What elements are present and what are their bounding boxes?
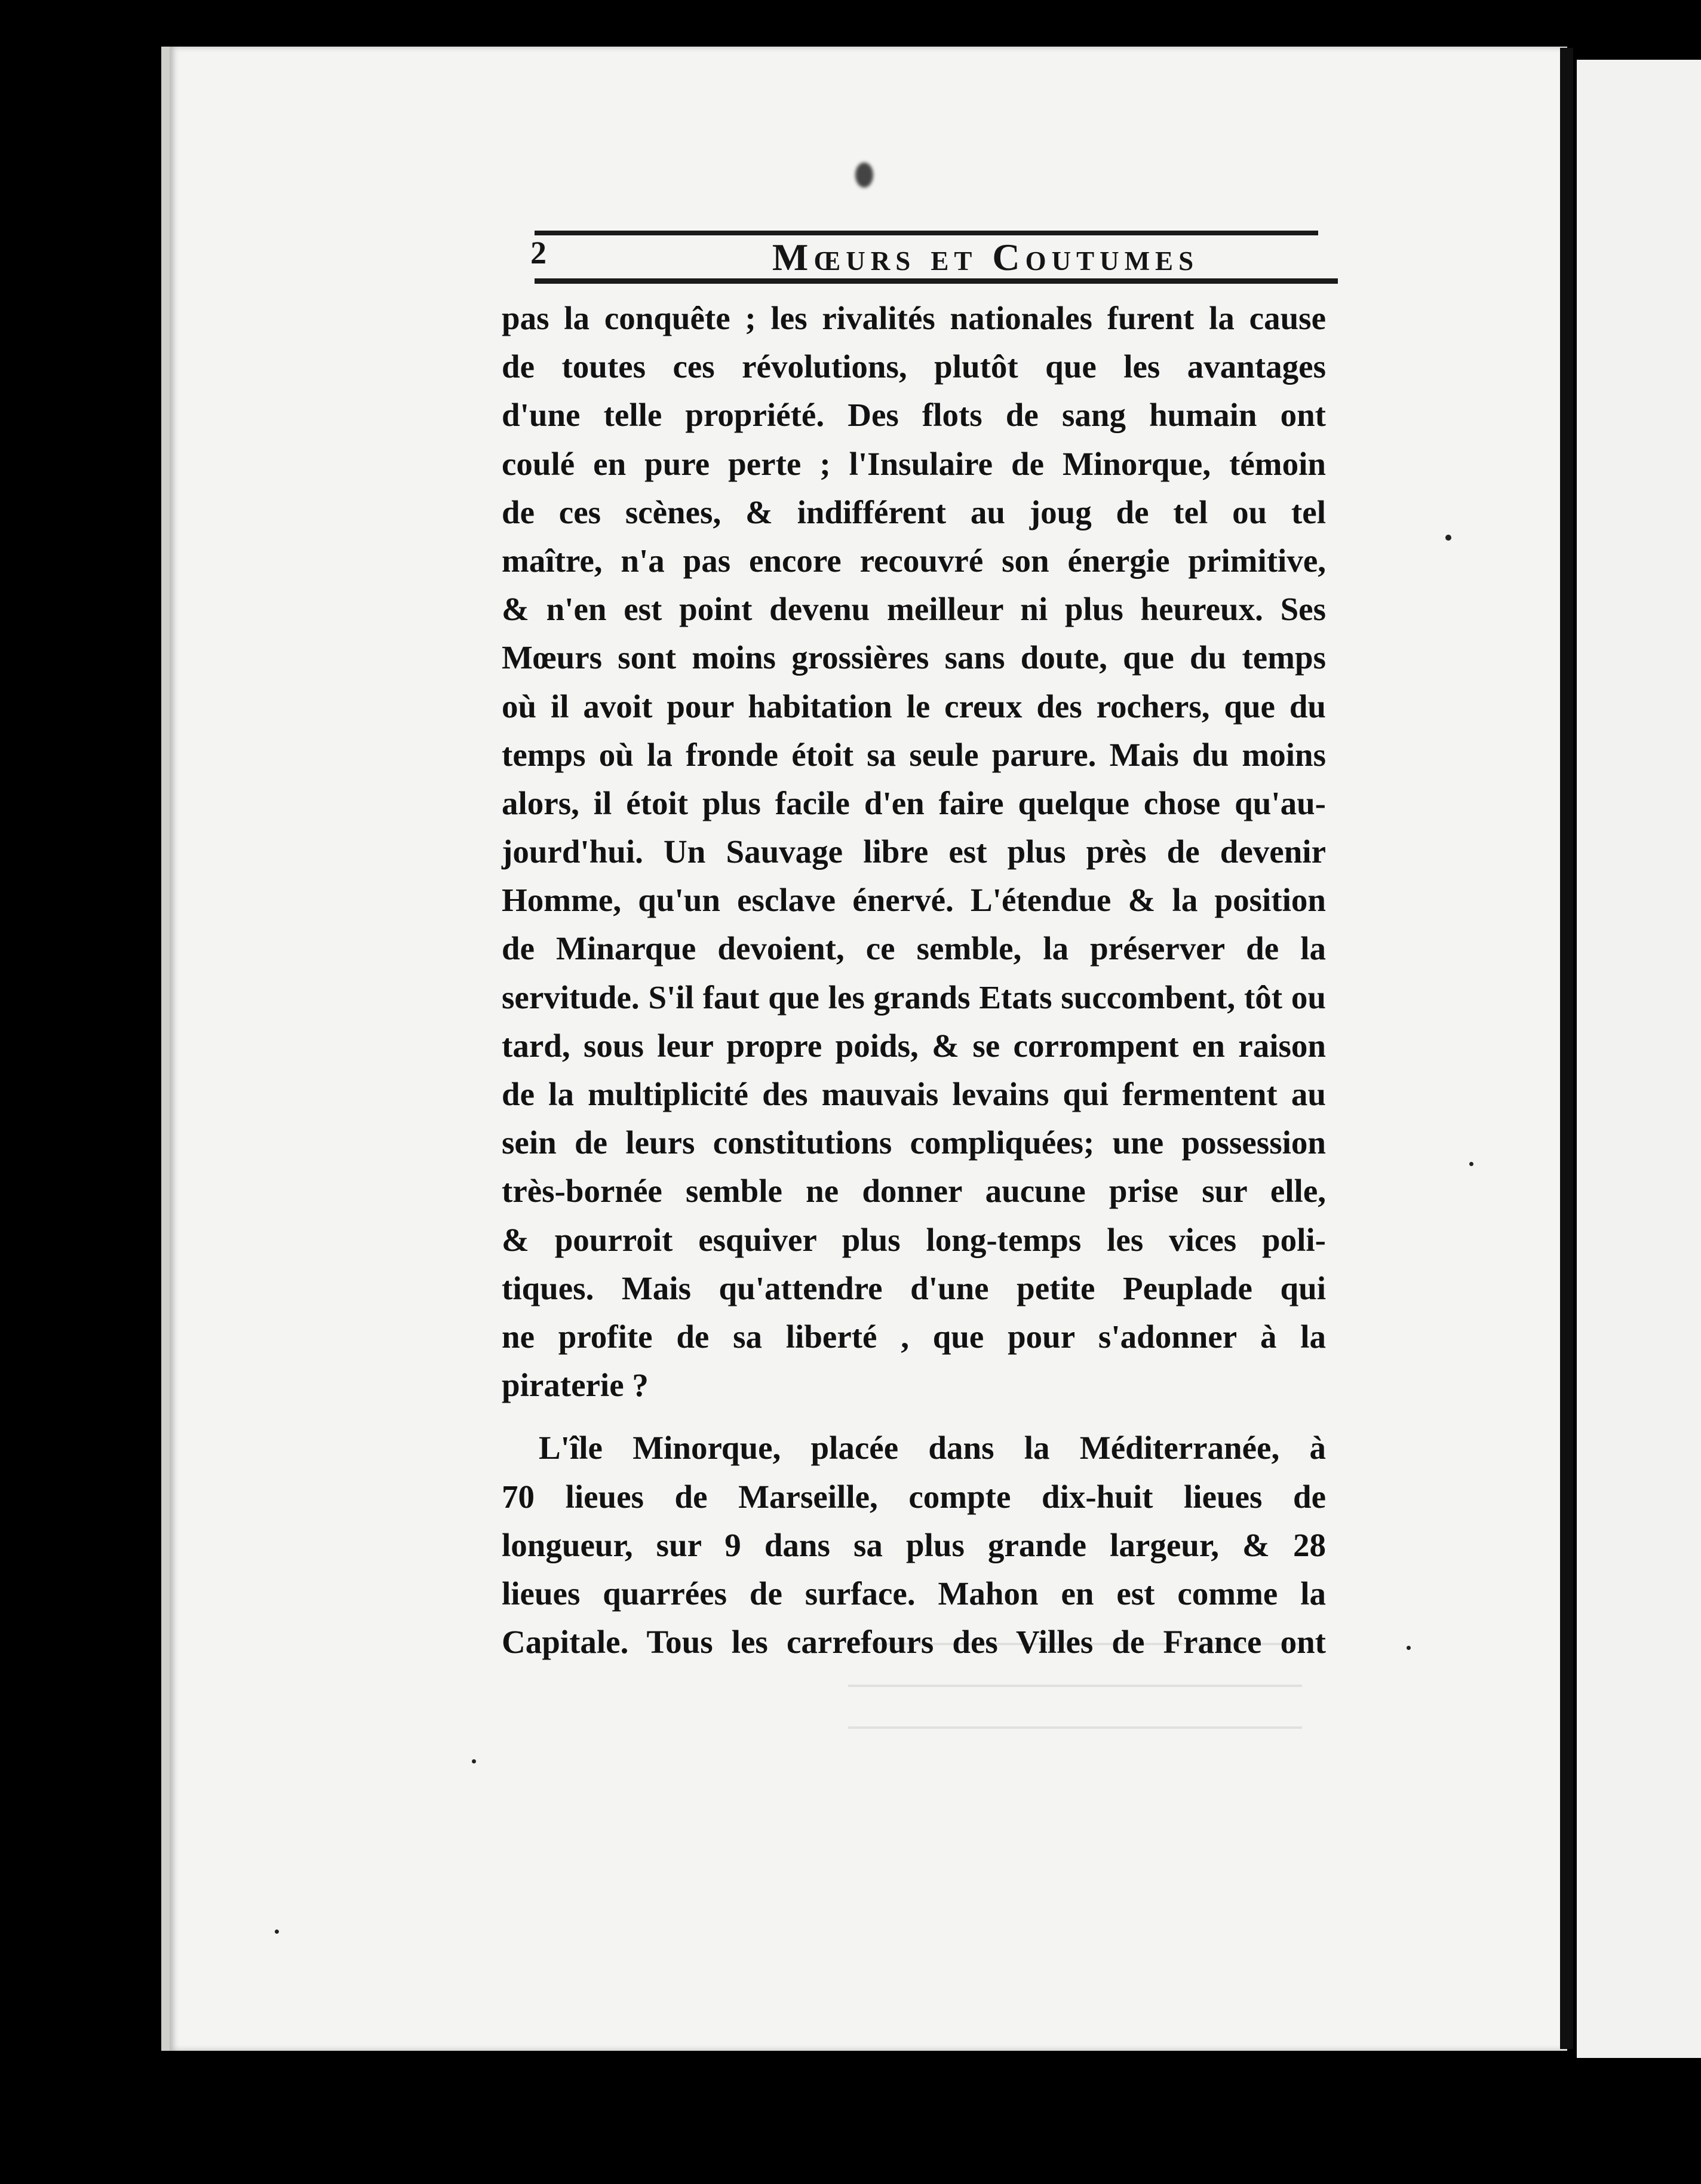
body-text — [502, 294, 1326, 1666]
text-line: alors, il étoit plus facile d'en faire quelque chose qu'au- — [502, 784, 1326, 821]
running-head — [526, 233, 1320, 277]
text-line: Homme, qu'un esclave énervé. L'étendue & la position — [502, 882, 1326, 919]
text-line: servitude. S'il faut que les grands Etats succombent, tôt ou — [502, 978, 1326, 1016]
facing-page-edge — [1577, 60, 1701, 2058]
text-line: de Minarque devoient, ce semble, la préserver de la — [502, 930, 1326, 967]
text-line: 70 lieues de Marseille, compte dix-huit lieues de — [502, 1478, 1326, 1515]
text-line: de ces scènes, & indifférent au joug de tel ou tel — [502, 493, 1326, 530]
text-line: de la multiplicité des mauvais levains qui fermentent au — [502, 1076, 1326, 1112]
text-line: tiques. Mais qu'attendre d'une petite Peuplade qui — [502, 1269, 1326, 1306]
running-title: Mœurs et Coutumes — [772, 236, 1199, 278]
text-line: maître, n'a pas encore recouvré son énergie primitive, — [502, 542, 1326, 579]
ink-speck — [1445, 535, 1451, 541]
page-gutter — [1560, 48, 1573, 2049]
text-line: pas la conquête ; les rivalités nationales furent la cause — [502, 300, 1326, 336]
text-line: Mœurs sont moins grossières sans doute, que du temps — [502, 639, 1326, 676]
text-line: longueur, sur 9 dans sa plus grande largeur, & 28 — [502, 1526, 1326, 1563]
text-line: piraterie ? — [502, 1367, 649, 1404]
header-rule-bottom — [535, 278, 1338, 284]
ink-blot — [855, 162, 873, 188]
text-line: Capitale. Tous les carrefours des Villes de France ont — [502, 1624, 1326, 1661]
text-line: où il avoit pour habitation le creux des rochers, que du — [502, 688, 1326, 725]
ink-speck — [472, 1759, 476, 1763]
text-line: sein de leurs constitutions compliquées; une possession — [502, 1124, 1326, 1161]
text-line: d'une telle propriété. Des flots de sang humain ont — [502, 397, 1326, 434]
text-line: & n'en est point devenu meilleur ni plus heureux. Ses — [502, 591, 1326, 628]
text-line: tard, sous leur propre poids, & se corrompent en raison — [502, 1027, 1326, 1064]
paragraph — [502, 294, 1326, 1409]
text-line: L'île Minorque, placée dans la Méditerranée, à — [539, 1430, 1326, 1467]
text-line: ne profite de sa liberté , que pour s'adonner à la — [502, 1318, 1326, 1355]
page-number: 2 — [530, 235, 546, 271]
text-line: lieues quarrées de surface. Mahon en est comme la — [502, 1575, 1326, 1612]
paragraph — [502, 1424, 1326, 1666]
text-line: temps où la fronde étoit sa seule parure. Mais du moins — [502, 736, 1326, 773]
text-line: coulé en pure perte ; l'Insulaire de Minorque, témoin — [502, 445, 1326, 482]
text-line: très-bornée semble ne donner aucune prise sur elle, — [502, 1173, 1326, 1210]
ink-speck — [1469, 1162, 1473, 1166]
ink-speck — [275, 1930, 279, 1934]
paragraph-gap — [502, 1409, 1326, 1424]
ink-speck — [1407, 1646, 1411, 1650]
text-line: de toutes ces révolutions, plutôt que les avantages — [502, 348, 1326, 385]
text-line: jourd'hui. Un Sauvage libre est plus près de devenir — [502, 833, 1326, 870]
text-line: & pourroit esquiver plus long-temps les vices poli- — [502, 1221, 1326, 1258]
